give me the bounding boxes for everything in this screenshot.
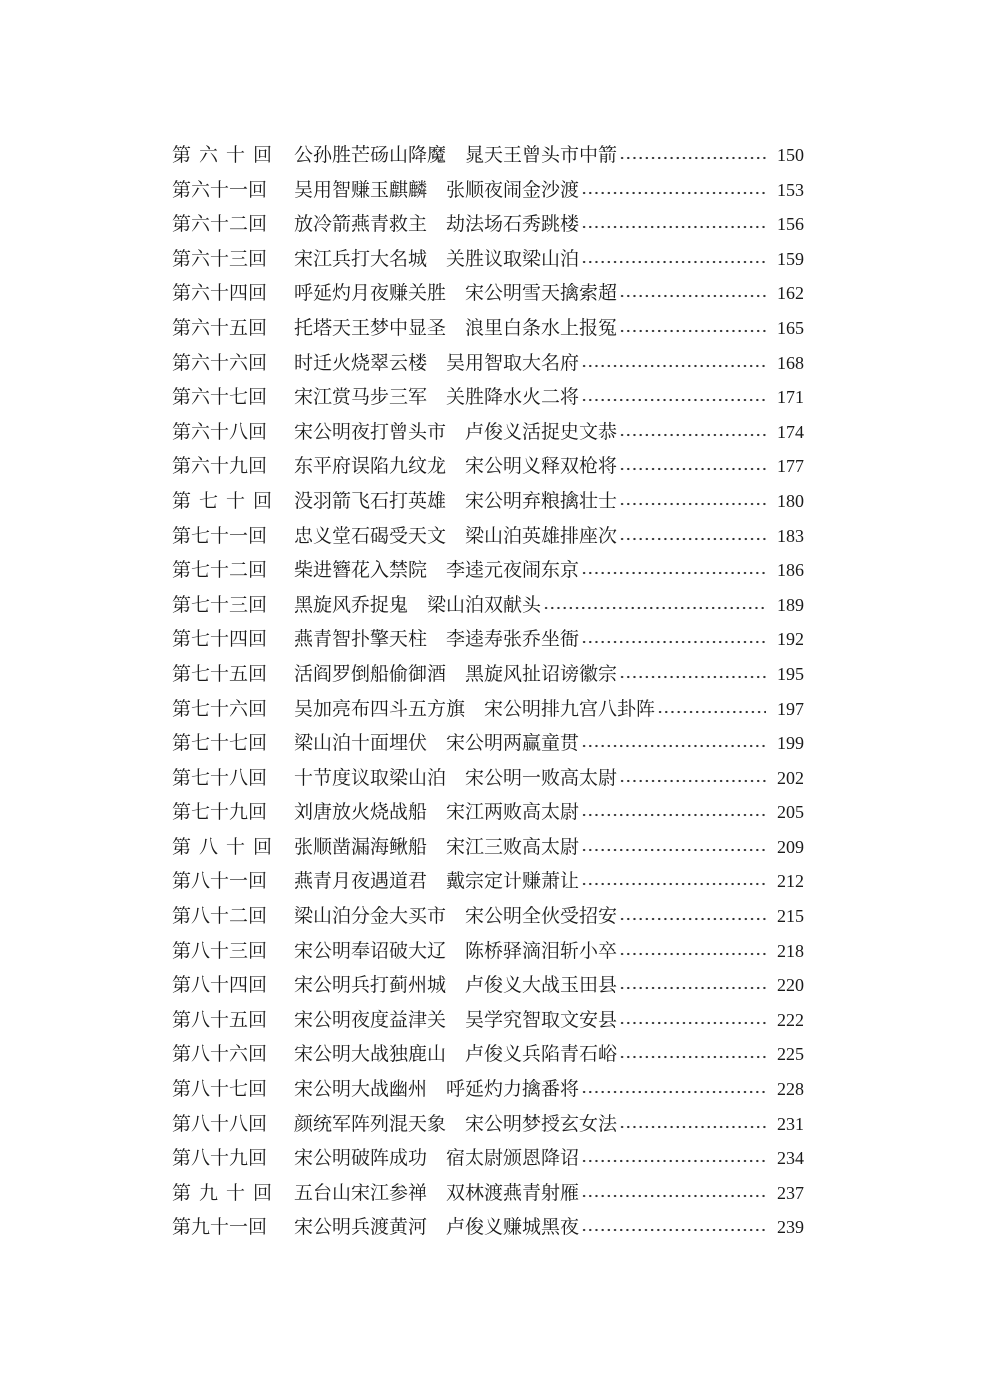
chapter-title-second-line: 关胜降水火二将 bbox=[446, 386, 580, 409]
chapter-number-char: 六 bbox=[198, 144, 218, 166]
toc-entry bbox=[172, 1141, 804, 1176]
dot-leader bbox=[619, 968, 766, 1003]
page-number: 150 bbox=[777, 145, 804, 165]
chapter-number bbox=[172, 657, 272, 692]
chapter-number-char: 第七十二回 bbox=[172, 559, 268, 582]
chapter-number-char: 回 bbox=[252, 144, 272, 166]
chapter-number-char: 第八十七回 bbox=[172, 1078, 268, 1101]
chapter-title-second-line: 梁山泊双献头 bbox=[427, 593, 542, 616]
page-number: 222 bbox=[777, 1009, 804, 1030]
page-number: 174 bbox=[777, 421, 804, 442]
page-number: 218 bbox=[777, 940, 804, 961]
toc-entry bbox=[172, 692, 804, 727]
toc-entry bbox=[172, 138, 804, 173]
chapter-title-second-line: 宋公明梦授玄女法 bbox=[465, 1112, 618, 1135]
chapter-title-second-line: 宋公明两赢童贯 bbox=[446, 732, 580, 755]
page-number: 186 bbox=[777, 560, 804, 581]
chapter-title-second-line: 宋公明义释双枪将 bbox=[465, 455, 618, 478]
toc-entry bbox=[172, 1107, 804, 1142]
page-number: 153 bbox=[777, 179, 804, 200]
dot-leader bbox=[581, 1176, 766, 1211]
toc-entry bbox=[172, 1210, 804, 1245]
chapter-number-char: 第八十八回 bbox=[172, 1112, 268, 1135]
dot-leader bbox=[581, 1141, 766, 1176]
chapter-title-second-line: 双林渡燕青射雁 bbox=[446, 1181, 580, 1204]
chapter-title-first-line: 柴进簪花入禁院 bbox=[294, 559, 428, 582]
toc-entry bbox=[172, 1003, 804, 1038]
toc-entry bbox=[172, 519, 804, 554]
chapter-title-first-line: 忠义堂石碣受天文 bbox=[294, 524, 447, 547]
dot-leader bbox=[581, 1072, 766, 1107]
chapter-title-second-line: 浪里白条水上报冤 bbox=[465, 316, 618, 339]
chapter-title-first-line: 没羽箭飞石打英雄 bbox=[294, 489, 447, 512]
dot-leader bbox=[619, 415, 766, 450]
chapter-number-char: 第七十七回 bbox=[172, 732, 268, 755]
chapter-number-char: 第六十七回 bbox=[172, 386, 268, 409]
chapter-number-char: 七 bbox=[198, 489, 218, 512]
chapter-title-second-line: 李逵元夜闹东京 bbox=[446, 559, 580, 582]
dot-leader bbox=[581, 795, 766, 830]
chapter-title-second-line: 卢俊义兵陷青石峪 bbox=[465, 1043, 618, 1066]
page-number: 197 bbox=[777, 698, 804, 719]
chapter-number-char: 第八十九回 bbox=[172, 1147, 268, 1170]
chapter-number-char: 第七十四回 bbox=[172, 628, 268, 651]
chapter-number-char: 第七十一回 bbox=[172, 524, 268, 547]
chapter-title-first-line: 宋公明兵渡黄河 bbox=[294, 1216, 428, 1239]
chapter-number-char: 十 bbox=[225, 1181, 245, 1204]
toc-entry bbox=[172, 311, 804, 346]
page-number: 228 bbox=[777, 1079, 804, 1100]
page-number: 192 bbox=[777, 629, 804, 650]
dot-leader bbox=[619, 276, 766, 311]
chapter-number bbox=[172, 1176, 272, 1211]
chapter-number bbox=[172, 726, 272, 761]
chapter-number bbox=[172, 761, 272, 796]
chapter-number bbox=[172, 1141, 272, 1176]
page-number: 180 bbox=[777, 490, 804, 511]
chapter-title-first-line: 活阎罗倒船偷御酒 bbox=[294, 662, 447, 685]
chapter-title-second-line: 宿太尉颁恩降诏 bbox=[446, 1147, 580, 1170]
chapter-number-char: 十 bbox=[225, 489, 245, 512]
toc-entry bbox=[172, 207, 804, 242]
chapter-title-first-line: 十节度议取梁山泊 bbox=[294, 766, 447, 789]
chapter-number bbox=[172, 622, 272, 657]
page-number: 234 bbox=[777, 1148, 804, 1169]
dot-leader bbox=[619, 934, 766, 969]
chapter-title-second-line: 戴宗定计赚萧让 bbox=[446, 870, 580, 893]
chapter-number bbox=[172, 276, 272, 311]
dot-leader bbox=[581, 553, 766, 588]
chapter-number-char: 八 bbox=[198, 835, 218, 858]
chapter-number-char: 第六十二回 bbox=[172, 213, 268, 236]
toc-entry bbox=[172, 830, 804, 865]
chapter-title-first-line: 燕青月夜遇道君 bbox=[294, 870, 428, 893]
dot-leader bbox=[619, 657, 766, 692]
chapter-number bbox=[172, 449, 272, 484]
chapter-number-char: 回 bbox=[252, 835, 272, 858]
chapter-title-second-line: 宋公明全伙受招安 bbox=[465, 905, 618, 928]
chapter-title-first-line: 放冷箭燕青救主 bbox=[294, 213, 428, 236]
chapter-title-second-line: 卢俊义赚城黑夜 bbox=[446, 1216, 580, 1239]
chapter-title-second-line: 宋江三败高太尉 bbox=[446, 835, 580, 858]
dot-leader bbox=[581, 864, 766, 899]
toc-entry bbox=[172, 346, 804, 381]
chapter-title-second-line: 卢俊义大战玉田县 bbox=[465, 974, 618, 997]
chapter-title-first-line: 吴加亮布四斗五方旗 bbox=[294, 697, 466, 720]
chapter-number bbox=[172, 1037, 272, 1072]
chapter-title-second-line: 黑旋风扯诏谤徽宗 bbox=[465, 662, 618, 685]
chapter-number bbox=[172, 484, 272, 519]
toc-entry bbox=[172, 380, 804, 415]
chapter-title-second-line: 张顺夜闹金沙渡 bbox=[446, 178, 580, 201]
chapter-number-char: 第八十五回 bbox=[172, 1008, 268, 1031]
toc-entry bbox=[172, 761, 804, 796]
chapter-title-second-line: 李逵寿张乔坐衙 bbox=[446, 628, 580, 651]
chapter-title-first-line: 宋公明破阵成功 bbox=[294, 1147, 428, 1170]
dot-leader bbox=[619, 484, 766, 519]
chapter-title-second-line: 陈桥驿滴泪斩小卒 bbox=[465, 939, 618, 962]
chapter-number-char: 回 bbox=[252, 1181, 272, 1204]
dot-leader bbox=[619, 519, 766, 554]
toc-entry bbox=[172, 276, 804, 311]
toc-entry bbox=[172, 1072, 804, 1107]
chapter-number-char: 第六十一回 bbox=[172, 178, 268, 201]
chapter-number bbox=[172, 346, 272, 381]
chapter-number-char: 第六十九回 bbox=[172, 455, 268, 478]
toc-entry bbox=[172, 242, 804, 277]
chapter-title-first-line: 呼延灼月夜赚关胜 bbox=[294, 282, 447, 305]
page-number: 239 bbox=[777, 1217, 804, 1238]
dot-leader bbox=[581, 1210, 766, 1245]
chapter-title-first-line: 吴用智赚玉麒麟 bbox=[294, 178, 428, 201]
chapter-number-char: 第六十六回 bbox=[172, 351, 268, 374]
chapter-title-first-line: 梁山泊十面埋伏 bbox=[294, 732, 428, 755]
toc-entry bbox=[172, 415, 804, 450]
toc-entry bbox=[172, 726, 804, 761]
chapter-title-first-line: 宋江赏马步三军 bbox=[294, 386, 428, 409]
chapter-number-char: 第六十八回 bbox=[172, 420, 268, 443]
chapter-title-first-line: 颜统军阵列混天象 bbox=[294, 1112, 447, 1135]
page-number: 209 bbox=[777, 836, 804, 857]
chapter-number bbox=[172, 864, 272, 899]
chapter-number bbox=[172, 311, 272, 346]
chapter-number bbox=[172, 138, 272, 173]
chapter-number-char: 第七十三回 bbox=[172, 593, 268, 616]
chapter-title-second-line: 卢俊义活捉史文恭 bbox=[465, 420, 618, 443]
chapter-number bbox=[172, 1003, 272, 1038]
toc-entry bbox=[172, 864, 804, 899]
chapter-title-second-line: 呼延灼力擒番将 bbox=[446, 1078, 580, 1101]
chapter-number-char: 第八十四回 bbox=[172, 974, 268, 997]
chapter-number bbox=[172, 830, 272, 865]
chapter-title-first-line: 张顺凿漏海鳅船 bbox=[294, 835, 428, 858]
chapter-title-second-line: 宋公明排九宫八卦阵 bbox=[484, 697, 656, 720]
chapter-title-first-line: 宋公明夜打曾头市 bbox=[294, 420, 447, 443]
dot-leader bbox=[581, 830, 766, 865]
dot-leader bbox=[619, 1003, 766, 1038]
toc-entry bbox=[172, 449, 804, 484]
chapter-number bbox=[172, 553, 272, 588]
page-number: 177 bbox=[777, 456, 804, 477]
chapter-number bbox=[172, 207, 272, 242]
chapter-title-second-line: 梁山泊英雄排座次 bbox=[465, 524, 618, 547]
chapter-title-first-line: 燕青智扑擎天柱 bbox=[294, 628, 428, 651]
chapter-title-first-line: 黑旋风乔捉鬼 bbox=[294, 593, 409, 616]
page-number: 183 bbox=[777, 525, 804, 546]
chapter-title-second-line: 宋公明雪天擒索超 bbox=[465, 282, 618, 305]
chapter-number bbox=[172, 934, 272, 969]
chapter-title-first-line: 宋公明夜度益津关 bbox=[294, 1008, 447, 1031]
toc-entry bbox=[172, 173, 804, 208]
chapter-title-first-line: 宋江兵打大名城 bbox=[294, 247, 428, 270]
toc-entry bbox=[172, 795, 804, 830]
page-number: 205 bbox=[777, 802, 804, 823]
chapter-number-char: 第七十八回 bbox=[172, 766, 268, 789]
chapter-title-first-line: 五台山宋江参禅 bbox=[294, 1181, 428, 1204]
chapter-number-char: 第七十九回 bbox=[172, 801, 268, 824]
chapter-number-char: 第八十二回 bbox=[172, 905, 268, 928]
page-number: 171 bbox=[777, 387, 804, 408]
dot-leader bbox=[619, 449, 766, 484]
page-number: 231 bbox=[777, 1113, 804, 1134]
table-of-contents bbox=[172, 138, 804, 1245]
dot-leader bbox=[619, 138, 766, 173]
dot-leader bbox=[619, 1037, 766, 1072]
dot-leader bbox=[619, 761, 766, 796]
dot-leader bbox=[619, 1107, 766, 1142]
chapter-number-char: 第九十一回 bbox=[172, 1216, 268, 1239]
chapter-number-char: 第八十六回 bbox=[172, 1043, 268, 1066]
toc-entry bbox=[172, 1176, 804, 1211]
chapter-title-second-line: 宋公明一败高太尉 bbox=[465, 766, 618, 789]
chapter-number bbox=[172, 242, 272, 277]
page-number: 202 bbox=[777, 767, 804, 788]
chapter-number-char: 十 bbox=[225, 835, 245, 858]
dot-leader bbox=[619, 311, 766, 346]
dot-leader bbox=[581, 207, 766, 242]
toc-entry bbox=[172, 934, 804, 969]
toc-entry bbox=[172, 899, 804, 934]
toc-entry bbox=[172, 968, 804, 1003]
dot-leader bbox=[581, 380, 766, 415]
chapter-number-char: 回 bbox=[252, 489, 272, 512]
toc-entry bbox=[172, 553, 804, 588]
chapter-number-char: 第六十四回 bbox=[172, 282, 268, 305]
chapter-number bbox=[172, 588, 272, 623]
chapter-number-char: 第七十五回 bbox=[172, 662, 268, 685]
toc-entry bbox=[172, 657, 804, 692]
toc-entry bbox=[172, 588, 804, 623]
toc-entry bbox=[172, 484, 804, 519]
chapter-number bbox=[172, 1072, 272, 1107]
chapter-number-char: 第七十六回 bbox=[172, 697, 268, 720]
chapter-number-char: 第 bbox=[172, 1181, 192, 1204]
chapter-title-first-line: 托塔天王梦中显圣 bbox=[294, 316, 447, 339]
chapter-title-first-line: 刘唐放火烧战船 bbox=[294, 801, 428, 824]
chapter-title-first-line: 宋公明大战独鹿山 bbox=[294, 1043, 447, 1066]
chapter-number bbox=[172, 899, 272, 934]
chapter-number-char: 九 bbox=[198, 1181, 218, 1204]
page-number: 215 bbox=[777, 906, 804, 927]
dot-leader bbox=[581, 173, 766, 208]
chapter-title-second-line: 吴用智取大名府 bbox=[446, 351, 580, 374]
chapter-title-first-line: 东平府误陷九纹龙 bbox=[294, 455, 447, 478]
chapter-number-char: 第六十五回 bbox=[172, 316, 268, 339]
dot-leader bbox=[581, 622, 766, 657]
chapter-title-first-line: 宋公明兵打蓟州城 bbox=[294, 974, 447, 997]
chapter-title-second-line: 晁天王曾头市中箭 bbox=[465, 144, 618, 166]
chapter-number bbox=[172, 1210, 272, 1245]
page-number: 195 bbox=[777, 663, 804, 684]
chapter-number-char: 第八十一回 bbox=[172, 870, 268, 893]
chapter-title-second-line: 吴学究智取文安县 bbox=[465, 1008, 618, 1031]
chapter-title-first-line: 宋公明大战幽州 bbox=[294, 1078, 428, 1101]
chapter-title-second-line: 劫法场石秀跳楼 bbox=[446, 213, 580, 236]
page-number: 165 bbox=[777, 317, 804, 338]
page-number: 189 bbox=[777, 594, 804, 615]
page-number: 199 bbox=[777, 733, 804, 754]
chapter-title-second-line: 宋公明弃粮擒壮士 bbox=[465, 489, 618, 512]
chapter-title-first-line: 公孙胜芒砀山降魔 bbox=[294, 144, 447, 166]
chapter-number bbox=[172, 795, 272, 830]
page-number: 156 bbox=[777, 214, 804, 235]
chapter-number-char: 十 bbox=[225, 144, 245, 166]
page-number: 225 bbox=[777, 1044, 804, 1065]
chapter-number-char: 第 bbox=[172, 835, 192, 858]
chapter-number-char: 第 bbox=[172, 489, 192, 512]
page-number: 159 bbox=[777, 248, 804, 269]
chapter-number bbox=[172, 1107, 272, 1142]
chapter-number bbox=[172, 415, 272, 450]
page-number: 212 bbox=[777, 871, 804, 892]
page-number: 162 bbox=[777, 283, 804, 304]
toc-entry bbox=[172, 622, 804, 657]
page-number: 168 bbox=[777, 352, 804, 373]
chapter-number-char: 第八十三回 bbox=[172, 939, 268, 962]
dot-leader bbox=[581, 726, 766, 761]
chapter-number bbox=[172, 968, 272, 1003]
page-number: 237 bbox=[777, 1182, 804, 1203]
page-number: 220 bbox=[777, 975, 804, 996]
chapter-title-second-line: 宋江两败高太尉 bbox=[446, 801, 580, 824]
chapter-title-first-line: 宋公明奉诏破大辽 bbox=[294, 939, 447, 962]
dot-leader bbox=[581, 346, 766, 381]
dot-leader bbox=[619, 899, 766, 934]
chapter-number-char: 第 bbox=[172, 144, 192, 166]
dot-leader bbox=[581, 242, 766, 277]
chapter-number bbox=[172, 692, 272, 727]
chapter-title-second-line: 关胜议取梁山泊 bbox=[446, 247, 580, 270]
dot-leader bbox=[657, 692, 766, 727]
chapter-number bbox=[172, 380, 272, 415]
chapter-number-char: 第六十三回 bbox=[172, 247, 268, 270]
chapter-title-first-line: 梁山泊分金大买市 bbox=[294, 905, 447, 928]
toc-entry bbox=[172, 1037, 804, 1072]
chapter-number bbox=[172, 519, 272, 554]
dot-leader bbox=[543, 588, 766, 623]
chapter-number bbox=[172, 173, 272, 208]
chapter-title-first-line: 时迁火烧翠云楼 bbox=[294, 351, 428, 374]
